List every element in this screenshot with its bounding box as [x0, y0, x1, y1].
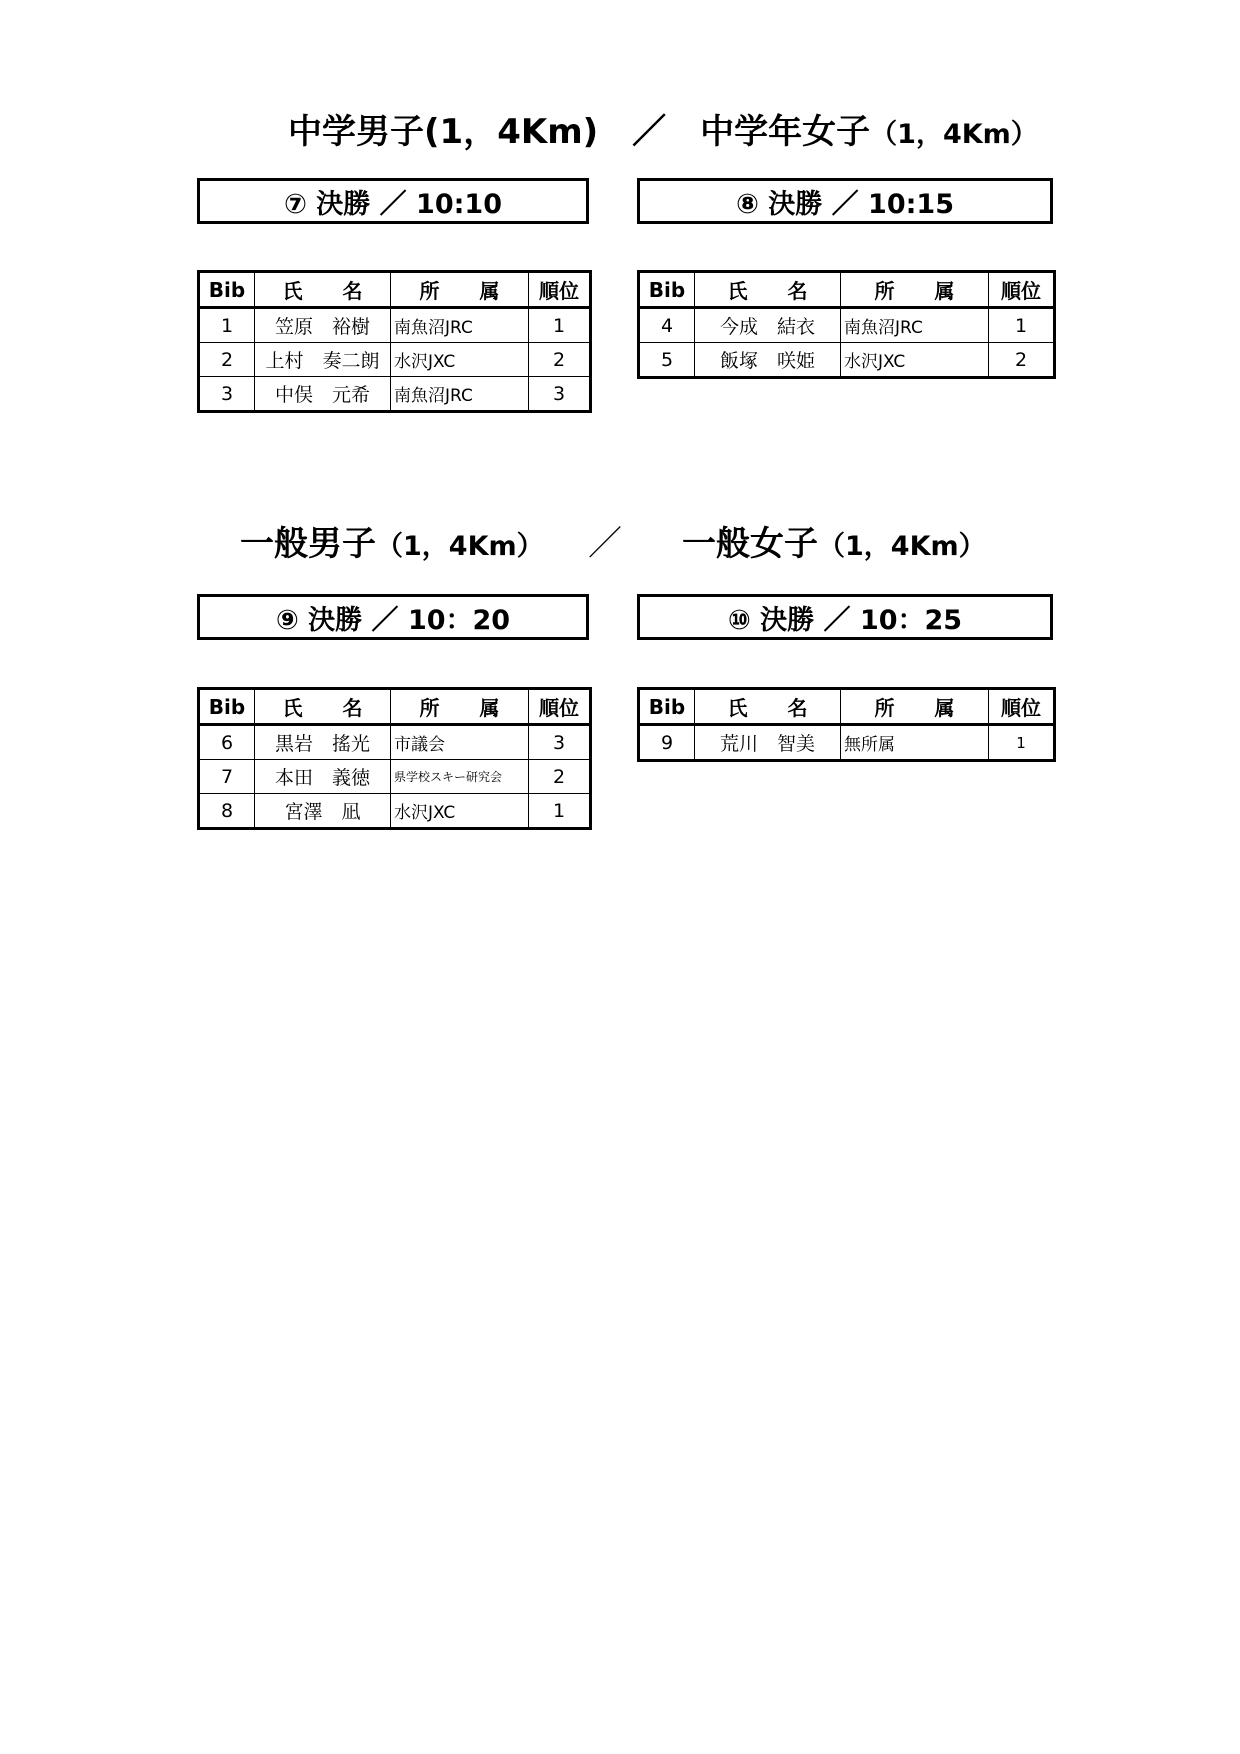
rank-cell: 1	[989, 725, 1055, 761]
rank-cell: 1	[989, 308, 1055, 343]
section-1-title-text: 中学男子(1，4Km) ／ 中学年女子	[288, 112, 871, 152]
race-7-results-table	[197, 270, 592, 413]
name-cell: 黒岩 搖光	[255, 725, 391, 760]
bib-cell: 1	[199, 308, 255, 343]
club-cell: 水沢JXC	[391, 794, 529, 829]
section-2-title-men-distance: （1，4Km）	[376, 531, 544, 562]
name-cell: 今成 結衣	[695, 308, 841, 343]
club-cell: 県学校スキー研究会	[391, 760, 529, 794]
table-row	[199, 343, 591, 377]
name-cell: 荒川 智美	[695, 725, 841, 761]
name-cell: 本田 義徳	[255, 760, 391, 794]
rank-cell: 2	[989, 343, 1055, 378]
name-cell: 宮澤 凪	[255, 794, 391, 829]
column-header-bib: Bib	[639, 689, 695, 725]
race-8-results-table	[637, 270, 1056, 379]
table-row	[639, 725, 1055, 761]
club-cell: 無所属	[841, 725, 989, 761]
table-header-row	[199, 272, 591, 308]
rank-cell: 3	[529, 377, 591, 412]
column-header-club: 所 属	[841, 689, 989, 725]
table-row	[639, 343, 1055, 378]
bib-cell: 5	[639, 343, 695, 378]
column-header-name: 氏 名	[695, 272, 841, 308]
rank-cell: 2	[529, 343, 591, 377]
column-header-rank: 順位	[989, 272, 1055, 308]
club-cell: 市議会	[391, 725, 529, 760]
column-header-name: 氏 名	[255, 689, 391, 725]
club-cell: 南魚沼JRC	[391, 377, 529, 412]
column-header-bib: Bib	[199, 272, 255, 308]
table-header-row	[639, 689, 1055, 725]
column-header-club: 所 属	[391, 689, 529, 725]
section-2-title-women: 一般女子	[682, 524, 818, 564]
column-header-rank: 順位	[529, 689, 591, 725]
bib-cell: 9	[639, 725, 695, 761]
table-header-row	[639, 272, 1055, 308]
section-2-title-men: 一般男子	[240, 524, 376, 564]
club-cell: 水沢JXC	[391, 343, 529, 377]
bib-cell: 8	[199, 794, 255, 829]
race-9-header: ⑨ 決勝 ／ 10：20	[197, 594, 589, 640]
club-cell: 南魚沼JRC	[391, 308, 529, 343]
table-row	[199, 760, 591, 794]
section-2-title-separator: ／	[588, 524, 622, 564]
column-header-name: 氏 名	[255, 272, 391, 308]
bib-cell: 4	[639, 308, 695, 343]
table-row	[199, 377, 591, 412]
race-9-results-table	[197, 687, 592, 830]
bib-cell: 7	[199, 760, 255, 794]
rank-cell: 1	[529, 794, 591, 829]
name-cell: 上村 奏二朗	[255, 343, 391, 377]
section-2-title-women-distance: （1，4Km）	[818, 531, 986, 562]
table-row	[199, 308, 591, 343]
section-2-title-right	[682, 524, 986, 567]
column-header-bib: Bib	[639, 272, 695, 308]
race-8-header: ⑧ 決勝 ／ 10:15	[637, 178, 1053, 224]
column-header-rank: 順位	[989, 689, 1055, 725]
table-row	[639, 308, 1055, 343]
rank-cell: 3	[529, 725, 591, 760]
race-7-header: ⑦ 決勝 ／ 10:10	[197, 178, 589, 224]
name-cell: 中俣 元希	[255, 377, 391, 412]
column-header-club: 所 属	[841, 272, 989, 308]
column-header-bib: Bib	[199, 689, 255, 725]
column-header-rank: 順位	[529, 272, 591, 308]
bib-cell: 3	[199, 377, 255, 412]
name-cell: 笠原 裕樹	[255, 308, 391, 343]
race-10-results-table	[637, 687, 1056, 762]
bib-cell: 2	[199, 343, 255, 377]
table-row	[199, 794, 591, 829]
bib-cell: 6	[199, 725, 255, 760]
section-1-title	[288, 112, 1038, 155]
section-1-title-distance: （1，4Km）	[870, 119, 1038, 150]
rank-cell: 1	[529, 308, 591, 343]
section-2-title-left	[240, 524, 544, 567]
club-cell: 南魚沼JRC	[841, 308, 989, 343]
table-row	[199, 725, 591, 760]
rank-cell: 2	[529, 760, 591, 794]
race-10-header: ⑩ 決勝 ／ 10：25	[637, 594, 1053, 640]
name-cell: 飯塚 咲姫	[695, 343, 841, 378]
column-header-club: 所 属	[391, 272, 529, 308]
column-header-name: 氏 名	[695, 689, 841, 725]
club-cell: 水沢JXC	[841, 343, 989, 378]
table-header-row	[199, 689, 591, 725]
